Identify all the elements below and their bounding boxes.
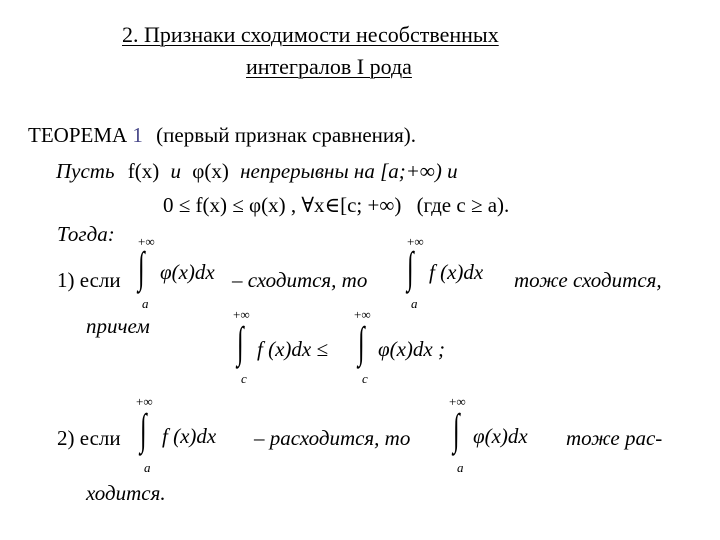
theorem-heading [28,123,416,148]
integrand: φ(x)dx [473,424,528,448]
integral-upper-limit: +∞ [354,307,371,322]
case2-integral-phi [447,394,561,476]
condition-and: и [170,159,182,183]
integral-upper-limit: +∞ [136,394,153,409]
condition-line-2 [163,193,509,218]
integral-sign-icon: ∫ [138,243,145,292]
moreover-integral-phi [352,307,462,389]
integral-sign-icon: ∫ [237,318,244,367]
case1-prefix [57,268,121,293]
case2-middle: – расходится, то [254,426,411,450]
integrand: f (x)dx [162,424,217,448]
case1-suffix: тоже сходится, [514,268,662,292]
integral-sign-icon: ∫ [140,405,147,454]
integral-upper-limit: +∞ [233,307,250,322]
condition-f: f(x) [127,159,160,183]
integral-sign-icon: ∫ [407,243,414,292]
condition-where: (где c ≥ a). [416,193,510,217]
condition-inequality: 0 ≤ f(x) ≤ φ(x) , ∀x∈[c; +∞) [163,193,402,217]
integral-lower-limit: a [457,460,464,475]
integral-upper-limit: +∞ [138,234,155,249]
condition-continuous: непрерывны на [a;+∞) и [240,159,458,183]
integral-lower-limit: a [144,460,151,475]
case1-middle: – сходится, то [232,268,368,292]
theorem-label: ТЕОРЕМА [28,123,128,147]
integral-lower-limit: c [362,371,368,386]
title-line-1: 2. Признаки сходимости несобственных [122,22,499,47]
case1-prefix-text: 1) если [57,268,121,292]
theorem-number: 1 [132,123,143,147]
condition-line-1 [56,159,458,184]
case2-continuation: ходится. [86,481,166,505]
integral-lower-limit: a [411,296,418,311]
condition-phi: φ(x) [192,159,229,183]
integrand: f (x)dx [429,260,484,284]
integrand: φ(x)dx ; [378,337,445,361]
integral-sign-icon: ∫ [358,318,365,367]
integrand: φ(x)dx [160,260,215,284]
case1-integral-f [403,234,513,314]
integrand: f (x)dx ≤ [257,337,328,361]
title-line-2: интегралов I рода [246,54,412,79]
integral-sign-icon: ∫ [453,405,460,454]
case2-prefix [57,426,121,451]
moreover-integral-f [231,307,351,389]
integral-upper-limit: +∞ [449,394,466,409]
integral-lower-limit: a [142,296,149,311]
integral-lower-limit: c [241,371,247,386]
moreover-label: причем [86,314,150,338]
condition-let: Пусть [56,159,115,183]
then-label: Тогда: [57,222,115,246]
theorem-note: (первый признак сравнения). [156,123,417,147]
case2-integral-f [134,394,244,476]
integral-upper-limit: +∞ [407,234,424,249]
case2-suffix: тоже рас- [566,426,663,450]
case2-prefix-text: 2) если [57,426,121,450]
